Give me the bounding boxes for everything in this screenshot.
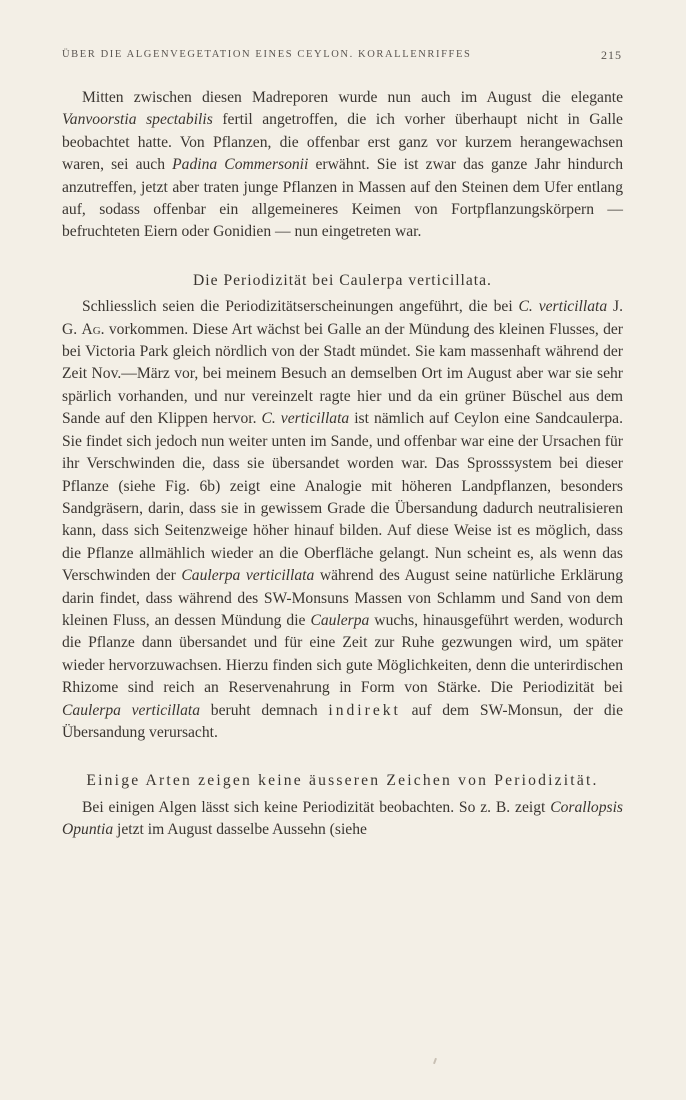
page-number: 215: [601, 48, 622, 62]
author-abbrev: Ag.: [81, 320, 105, 338]
taxon-name: C. verticillata: [261, 410, 350, 428]
text-span: jetzt im August dasselbe Aussehn (siehe: [113, 821, 367, 839]
text-span: beruht demnach: [200, 701, 329, 719]
section-heading-caulerpa: Die Periodizität bei Caulerpa verticillata.: [193, 271, 492, 289]
text-span: auf dem SW-Monsun, der die Übersandung verursacht.: [62, 701, 623, 741]
emphasis-spaced: indirekt: [328, 701, 401, 719]
taxon-name: C. verticillata: [518, 298, 608, 316]
paper-mark: [433, 1058, 437, 1064]
paragraph-corallopsis: [62, 797, 623, 842]
running-title: ÜBER DIE ALGENVEGETATION EINES CEYLON. KORALLENRIFFES: [62, 49, 472, 60]
paragraph-caulerpa: [62, 296, 623, 744]
section-heading-no-periodicity: Einige Arten zeigen keine äusseren Zeichen von Periodizität.: [86, 772, 599, 790]
text-span: ist nämlich auf Ceylon eine Sandcaulerpa. Sie findet sich jedoch nun weiter unten im Sande, und offenbar war eine der Ursachen für ihr Verschwinden die, dass sie übersandet worden war. Das Sprosssystem bei dieser Pflanze (siehe Fig. 6b) zeigt eine Analogie mit höheren Landpflanzen, besonders Sandgräsern, darin, dass sie in gewissem Grade die Übersandung dadurch neutralisieren kann, dass sich Seitenzweige höher hinauf bilden. Auf diese Weise ist es möglich, dass die Pflanze allmählich wieder an die Oberfläche gelangt. Nun scheint es, als wenn das Verschwinden der: [62, 410, 623, 585]
taxon-name: Caulerpa verticillata: [62, 701, 201, 719]
text-span: fertil angetroffen, die ich vorher überhaupt nicht in Galle beobachtet hatte. Von Pflanzen, die offenbar erst ganz vor kurzem herangewachsen waren, sei auch: [62, 111, 623, 174]
text-span: erwähnt. Sie ist zwar das ganze Jahr hindurch anzutreffen, jetzt aber traten junge Pflanzen in Massen auf den Steinen dem Ufer entlang auf, sodass offenbar ein allgemeineres Keimen von Fortpflanzungskörpern — befruchteten Eiern oder Gonidien — nun eingetreten war.: [62, 156, 624, 241]
text-span: Schliesslich seien die Periodizitätserscheinungen angeführt, die bei: [82, 298, 519, 316]
taxon-name: Caulerpa verticillata: [181, 567, 315, 585]
text-span: Mitten zwischen diesen Madreporen wurde nun auch im August die elegante: [82, 89, 623, 106]
text-span: wuchs, hinausgeführt werden, wodurch die Pflanze dann übersandet und für eine Zeit zur Ruhe gezwungen wird, um später wieder hervorzuwachsen. Hierzu finden sich gute Möglichkeiten, denn die unterirdischen Rhizome sind reich an Reservenahrung in Form von Stärke. Die Periodizität bei: [62, 611, 623, 697]
taxon-name: Corallopsis Opuntia: [62, 798, 623, 839]
text-span: vorkommen. Diese Art wächst bei Galle an der Mündung des kleinen Flusses, der bei Victoria Park gleich nördlich von der Stadt mündet. Sie kam massenhaft während der Zeit Nov.—März vor, bei meinem Besuch an demselben Ort im August aber war sie sehr spärlich vorhanden, und nur vereinzelt ragte hier und da ein grüner Büschel aus dem Sande auf den Klippen hervor.: [62, 320, 624, 428]
paragraph-vanvoorstia: [62, 87, 623, 244]
taxon-name: Padina Commersonii: [172, 156, 309, 174]
text-span: Bei einigen Algen lässt sich keine Periodizität beobachten. So z. B. zeigt: [82, 798, 551, 816]
main-text: [62, 87, 623, 842]
taxon-name: Vanvoorstia spectabilis: [62, 111, 213, 129]
text-span: J. G.: [62, 298, 623, 338]
running-header: [62, 49, 622, 67]
taxon-name: Caulerpa: [310, 611, 370, 629]
text-span: während des August seine natürliche Erklärung darin findet, dass während des SW-Monsuns Massen von Schlamm und Sand von dem kleinen Fluss, an dessen Mündung die: [62, 567, 624, 629]
